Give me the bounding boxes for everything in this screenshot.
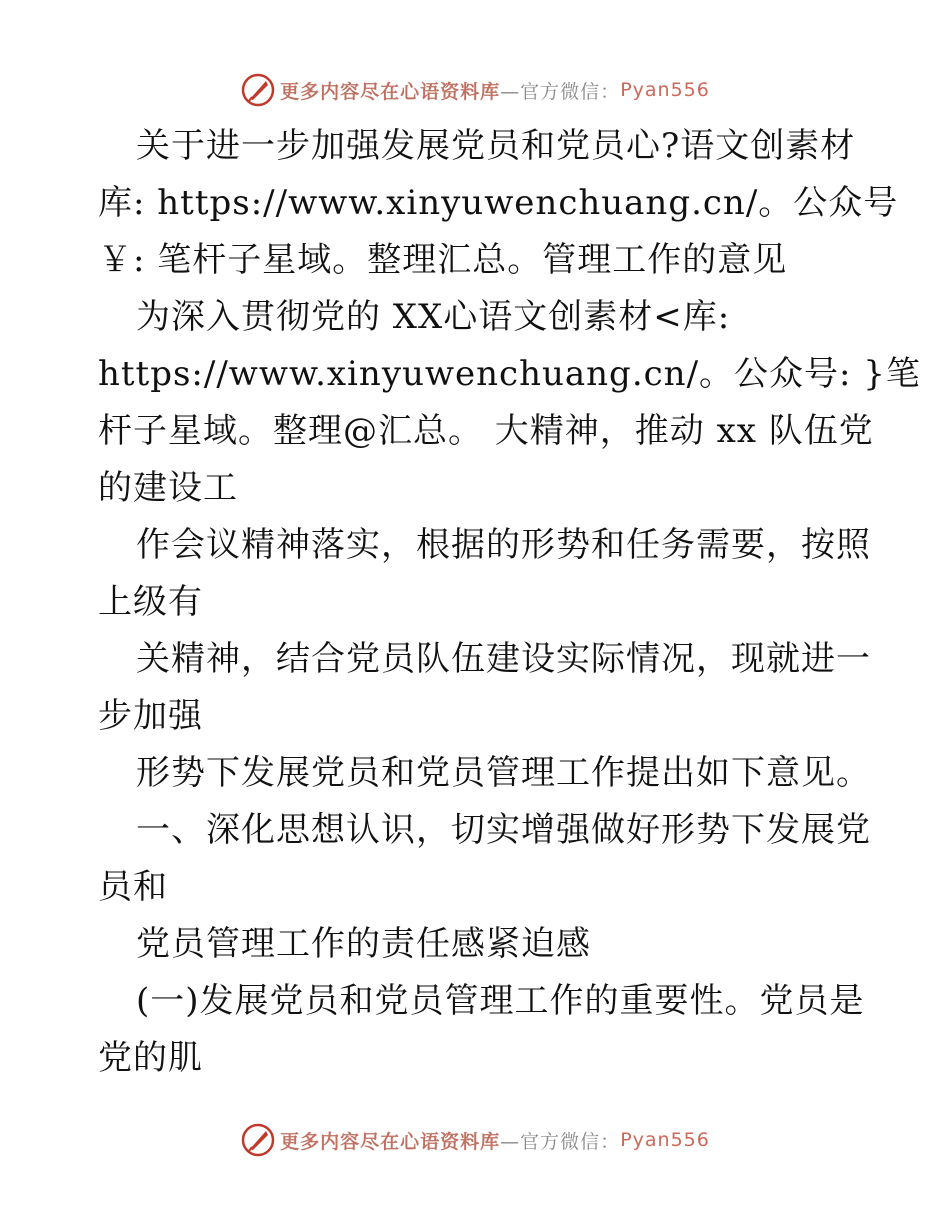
text-line: 形势下发展党员和党员管理工作提出如下意见。	[136, 753, 871, 793]
banner-site-name: 更多内容尽在心语资料库	[280, 80, 501, 103]
text-line: (一)发展党员和党员管理工作的重要性。党员是	[136, 981, 865, 1021]
text-line: 杆子星域。整理@汇总。 大精神，推动 xx 队伍党	[98, 411, 874, 451]
text-line: 一、深化思想认识，切实增强做好形势下发展党	[136, 810, 871, 850]
text-line: https://www.xinyuwenchuang.cn/。公众号: }笔	[98, 354, 921, 394]
text-line: 关于进一步加强发展党员和党员心?语文创素材	[136, 126, 856, 166]
banner-wechat-label: —官方微信：	[500, 1130, 621, 1153]
banner-wechat-id: Pyan556	[620, 1129, 710, 1151]
text-line: 为深入贯彻党的 XX心语文创素材<库:	[136, 297, 731, 337]
text-line: 作会议精神落实，根据的形势和任务需要，按照	[136, 525, 871, 565]
quill-pen-icon	[240, 72, 276, 108]
document-body	[98, 118, 921, 1087]
header-banner	[0, 70, 950, 110]
banner-wechat-label: —官方微信：	[500, 80, 621, 103]
text-line: 库: https://www.xinyuwenchuang.cn/。公众号	[98, 183, 899, 223]
banner-site-name: 更多内容尽在心语资料库	[280, 1130, 501, 1153]
text-line: ￥: 笔杆子星域。整理汇总。管理工作的意见	[98, 240, 788, 280]
text-line: 关精神，结合党员队伍建设实际情况，现就进一	[136, 639, 871, 679]
text-line: 党员管理工作的责任感紧迫感	[136, 924, 591, 964]
banner-wechat-id: Pyan556	[620, 79, 710, 101]
quill-pen-icon	[240, 1122, 276, 1158]
text-line: 步加强	[98, 696, 203, 736]
text-line: 党的肌	[98, 1038, 203, 1078]
text-line: 员和	[98, 867, 168, 907]
text-line: 的建设工	[98, 468, 238, 508]
text-line: 上级有	[98, 582, 203, 622]
footer-banner	[0, 1120, 950, 1160]
